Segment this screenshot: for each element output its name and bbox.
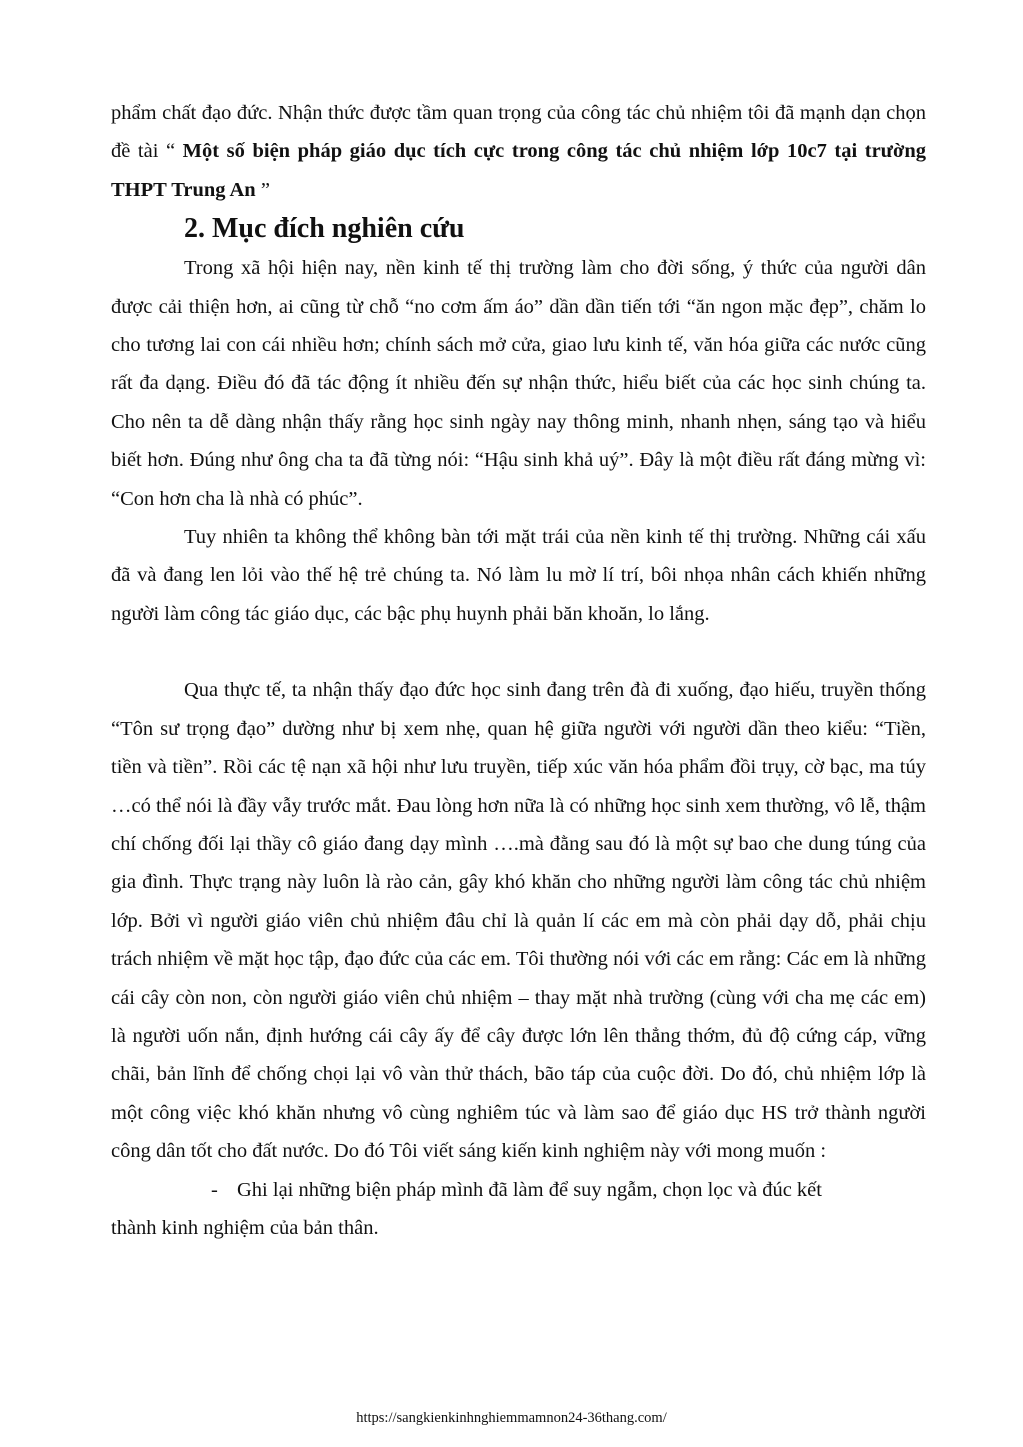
intro-text: phẩm chất đạo đức. Nhận thức được tầm quan trọng của công tác chủ nhiệm tôi đã mạnh dạn chọn đề tài “ bbox=[111, 102, 926, 163]
bullet-line-2: thành kinh nghiệm của bản thân. bbox=[111, 1216, 379, 1239]
section-heading: 2. Mục đích nghiên cứu bbox=[184, 213, 465, 245]
intro-paragraph bbox=[111, 94, 926, 209]
bullet-dash: - bbox=[211, 1178, 218, 1201]
paragraph-2: Tuy nhiên ta không thể không bàn tới mặt trái của nền kinh tế thị trường. Những cái xấu đã và đang len lỏi vào thế hệ trẻ chúng ta. Nó làm lu mờ lí trí, bôi nhọa nhân cách khiến những người làm công tác giáo dục, các bậc phụ huynh phải băn khoăn, lo lắng. bbox=[111, 526, 926, 625]
bullet-item bbox=[111, 1171, 926, 1209]
paragraph-3: Qua thực tế, ta nhận thấy đạo đức học sinh đang trên đà đi xuống, đạo hiếu, truyền thống “Tôn sư trọng đạo” dường như bị xem nhẹ, quan hệ giữa người với người dần theo kiểu: “Tiền, tiền và tiền”. Rồi các tệ nạn xã hội như lưu truyền, tiếp xúc văn hóa phẩm đồi trụy, cờ bạc, ma túy …có thể nói là đầy vẫy trước mắt. Đau lòng hơn nữa là có những học sinh xem thường, vô lễ, thậm chí chống đối lại thầy cô giáo đang dạy mình ….mà đằng sau đó là một sự bao che dung túng của gia đình. Thực trạng này luôn là rào cản, gây khó khăn cho những người làm công tác chủ nhiệm lớp. Bởi vì người giáo viên chủ nhiệm đâu chỉ là quản lí các em mà còn phải dạy dỗ, phải chịu trách nhiệm về mặt học tập, đạo đức của các em. Tôi thường nói với các em rằng: Các em là những cái cây còn non, còn người giáo viên chủ nhiệm – thay mặt nhà trường (cùng với cha mẹ các em) là người uốn nắn, định hướng cái cây ấy để cây được lớn lên thẳng thớm, đủ độ cứng cáp, vững chãi, bản lĩnh để chống chọi lại vô vàn thử thách, bão táp của cuộc đời. Do đó, chủ nhiệm lớp là một công việc khó khăn nhưng vô cùng nghiêm túc và làm sao để giáo dục HS trở thành người công dân tốt cho đất nước. Do đó Tôi viết sáng kiến kinh nghiệm này với mong muốn : bbox=[111, 679, 926, 1163]
bullet-line-1: Ghi lại những biện pháp mình đã làm để suy ngẫm, chọn lọc và đúc kết bbox=[237, 1178, 822, 1201]
topic-title: Một số biện pháp giáo dục tích cực trong công tác chủ nhiệm lớp 10c7 tại trường THPT Trung An bbox=[111, 140, 926, 201]
footer-url[interactable]: https://sangkienkinhnghiemmamnon24-36thang.com/ bbox=[356, 1410, 667, 1426]
paragraph-spacer bbox=[111, 633, 926, 671]
paragraph-1: Trong xã hội hiện nay, nền kinh tế thị trường làm cho đời sống, ý thức của người dân được cải thiện hơn, ai cũng từ chỗ “no cơm ấm áo” dần dần tiến tới “ăn ngon mặc đẹp”, chăm lo cho tương lai con cái nhiều hơn; chính sách mở cửa, giao lưu kinh tế, văn hóa giữa các nước cũng rất đa dạng. Điều đó đã tác động ít nhiều đến sự nhận thức, hiểu biết của các học sinh chúng ta. Cho nên ta dễ dàng nhận thấy rằng học sinh ngày nay thông minh, nhanh nhẹn, sáng tạo và hiểu biết hơn. Đúng như ông cha ta đã từng nói: “Hậu sinh khả uý”. Đây là một điều rất đáng mừng vì: “Con hơn cha là nhà có phúc”. bbox=[111, 257, 926, 510]
intro-closing-quote: ” bbox=[255, 178, 270, 201]
document-body bbox=[111, 94, 926, 1247]
